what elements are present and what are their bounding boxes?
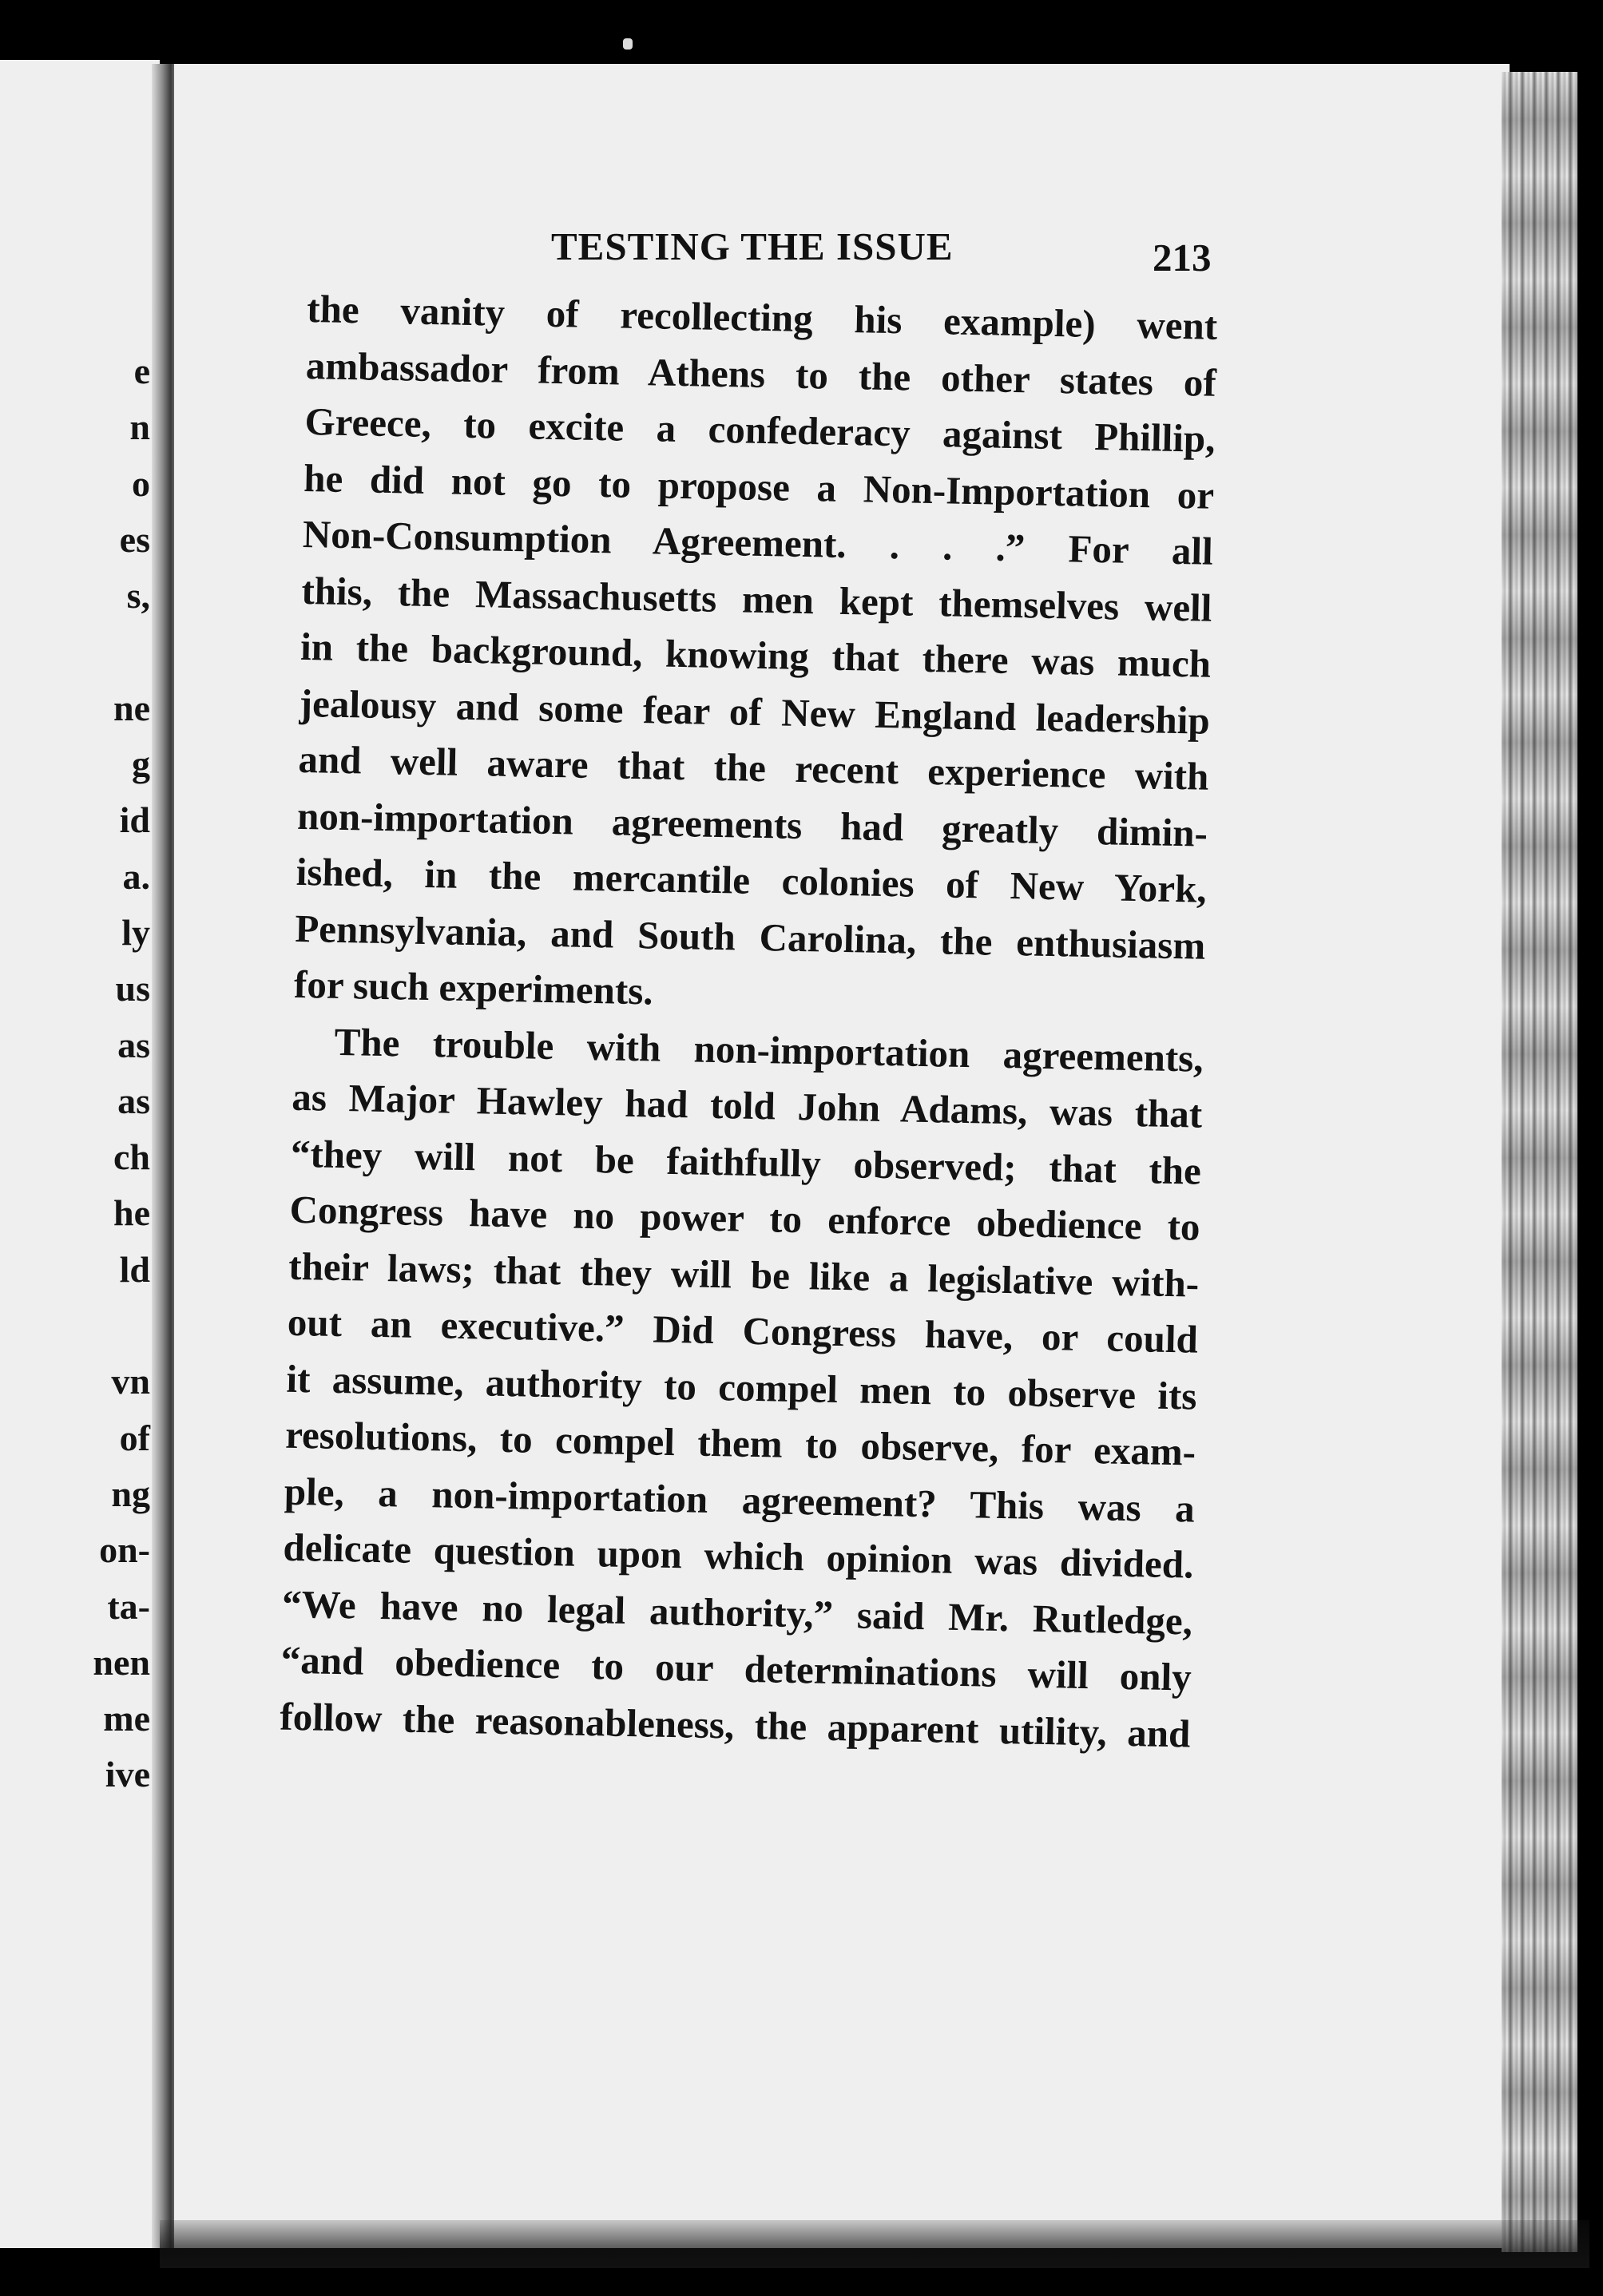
text-line: jealousy and some fear of New England leadership: [299, 680, 1211, 743]
previous-page-line-ending: as: [117, 1024, 150, 1065]
previous-page-line-ending: ta-: [107, 1585, 150, 1627]
scan-mark: [623, 38, 633, 50]
bottom-edge-shadow: [160, 2220, 1589, 2268]
text-line: “We have no legal authority,” said Mr. Rutledge,: [281, 1581, 1193, 1644]
previous-page-line-ending: ly: [121, 911, 150, 953]
text-line: delicate question upon which opinion was divided.: [283, 1525, 1194, 1587]
text-line: the vanity of recollecting his example) went: [306, 286, 1218, 348]
previous-page-line-ending: ld: [119, 1248, 150, 1290]
previous-page-line-ending: id: [119, 799, 150, 841]
previous-page-line-ending: he: [113, 1192, 150, 1234]
previous-page-line-ending: es: [119, 518, 150, 560]
text-line: he did not go to propose a Non-Importation or: [303, 455, 1215, 517]
previous-page-line-endings: [0, 343, 160, 1803]
text-line: non-importation agreements had greatly dimin-: [296, 793, 1208, 855]
previous-page-line-ending: ng: [111, 1473, 150, 1514]
paragraph: [280, 1013, 1204, 1762]
text-line: The trouble with non-importation agreements,: [334, 1019, 1204, 1081]
text-line: their laws; that they will be like a legislative with-: [288, 1243, 1200, 1306]
text-line: as Major Hawley had told John Adams, was that: [291, 1074, 1203, 1136]
text-line: it assume, authority to compel men to observe its: [286, 1356, 1197, 1418]
previous-page-line-ending: o: [132, 462, 150, 504]
previous-page-line-ending: e: [133, 351, 150, 391]
page-edge-stack: [1502, 72, 1577, 2252]
previous-page-line-ending: a.: [122, 855, 150, 897]
paragraph: [293, 281, 1217, 1030]
text-line: this, the Massachusetts men kept themselves well: [301, 568, 1212, 630]
text-line: follow the reasonableness, the apparent utility, and: [279, 1694, 1191, 1756]
text-line: Greece, to excite a confederacy against Phillip,: [304, 399, 1216, 461]
previous-page-line-ending: n: [129, 406, 150, 448]
page-number: 213: [1153, 236, 1212, 280]
previous-page-line-ending: ne: [113, 687, 150, 728]
previous-page-line-ending: [0, 624, 150, 680]
previous-page-line-ending: [0, 1298, 150, 1354]
previous-page-line-ending: of: [119, 1417, 150, 1458]
text-line: Pennsylvania, and South Carolina, the enthusiasm: [294, 906, 1206, 968]
text-line: Non-Consumption Agreement. . . .” For all: [302, 511, 1214, 573]
text-line: ple, a non-importation agreement? This was a: [284, 1469, 1196, 1531]
text-line: “and obedience to our determinations will only: [280, 1637, 1192, 1699]
text-line: and well aware that the recent experience with: [297, 736, 1209, 799]
text-line: in the background, knowing that there was much: [300, 624, 1212, 686]
text-line: resolutions, to compel them to observe, for exam-: [284, 1412, 1196, 1474]
previous-page-line-ending: us: [115, 968, 150, 1009]
previous-page-line-ending: me: [103, 1698, 150, 1739]
previous-page-line-ending: g: [132, 744, 150, 785]
running-head: TESTING THE ISSUE: [551, 224, 954, 268]
previous-page-fragment: [0, 60, 160, 2248]
previous-page-line-ending: as: [117, 1080, 150, 1121]
previous-page-line-ending: ch: [113, 1136, 150, 1178]
previous-page-line-ending: s,: [126, 575, 150, 617]
text-line: ambassador from Athens to the other states of: [305, 343, 1217, 405]
body-text: [280, 281, 1218, 1763]
text-line: for such experiments.: [293, 962, 654, 1013]
previous-page-line-ending: nen: [93, 1641, 150, 1683]
text-line: “they will not be faithfully observed; that the: [290, 1131, 1202, 1193]
previous-page-line-ending: ive: [105, 1754, 150, 1795]
text-line: ished, in the mercantile colonies of New York,: [296, 849, 1208, 911]
text-line: Congress have no power to enforce obedience to: [289, 1187, 1201, 1249]
previous-page-line-ending: vn: [111, 1361, 150, 1402]
text-line: out an executive.” Did Congress have, or could: [287, 1299, 1199, 1362]
previous-page-line-ending: on-: [99, 1529, 150, 1571]
